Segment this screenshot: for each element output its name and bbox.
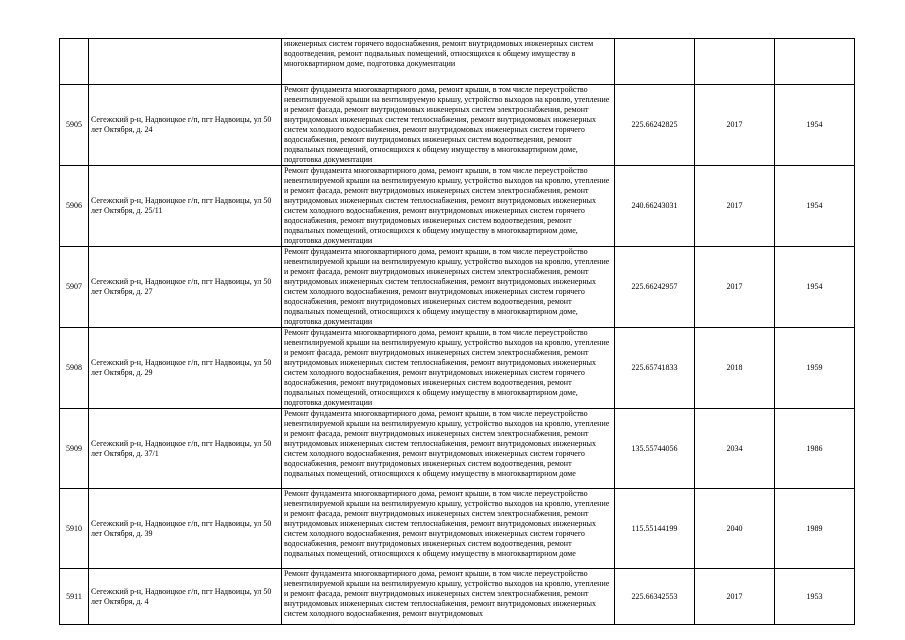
row-planned-year: 2034	[695, 409, 775, 489]
row-planned-year: 2040	[695, 489, 775, 569]
row-work-description: Ремонт фундамента многоквартирного дома, ремонт крыши, в том числе переустройство невентилируемой крыши на вентилируемую крышу, устройство выходов на кровлю, утепление и ремонт фасада, ремонт внутридомовых инженерных систем электроснабжения, ремонт внутридомовых инженерных систем теплоснабжения, ремонт внутридомовых инженерных систем холодного водоснабжения, ремонт внутридомовых инженерных систем горячего водоснабжения, ремонт внутридомовых инженерных систем водоотведения, ремонт подвальных помещений, относящихся к общему имуществу в многоквартирном доме, подготовка документации	[282, 247, 615, 328]
row-number: 5909	[60, 409, 89, 489]
row-cost	[615, 39, 695, 85]
row-number: 5907	[60, 247, 89, 328]
row-address: Сегежский р-н, Надвоицкое г/п, пгт Надвоицы, ул 50 лет Октября, д. 39	[89, 489, 282, 569]
row-cost: 225.66242957	[615, 247, 695, 328]
row-built-year	[775, 39, 855, 85]
row-work-description: Ремонт фундамента многоквартирного дома, ремонт крыши, в том числе переустройство невентилируемой крыши на вентилируемую крышу, устройство выходов на кровлю, утепление и ремонт фасада, ремонт внутридомовых инженерных систем электроснабжения, ремонт внутридомовых инженерных систем теплоснабжения, ремонт внутридомовых инженерных систем холодного водоснабжения, ремонт внутридомовых инженерных систем горячего водоснабжения, ремонт внутридомовых инженерных систем водоотведения, ремонт подвальных помещений, относящихся к общему имуществу в многоквартирном доме, подготовка документации	[282, 166, 615, 247]
row-number: 5911	[60, 569, 89, 625]
table-row	[60, 166, 855, 247]
row-work-description: Ремонт фундамента многоквартирного дома, ремонт крыши, в том числе переустройство невентилируемой крыши на вентилируемую крышу, устройство выходов на кровлю, утепление и ремонт фасада, ремонт внутридомовых инженерных систем электроснабжения, ремонт внутридомовых инженерных систем теплоснабжения, ремонт внутридомовых инженерных систем холодного водоснабжения, ремонт внутридомовых инженерных систем горячего водоснабжения, ремонт внутридомовых инженерных систем водоотведения, ремонт подвальных помещений, относящихся к общему имуществу в многоквартирном доме	[282, 409, 615, 489]
row-planned-year: 2017	[695, 166, 775, 247]
table-row	[60, 328, 855, 409]
row-work-description: Ремонт фундамента многоквартирного дома, ремонт крыши, в том числе переустройство невентилируемой крыши на вентилируемую крышу, устройство выходов на кровлю, утепление и ремонт фасада, ремонт внутридомовых инженерных систем электроснабжения, ремонт внутридомовых инженерных систем теплоснабжения, ремонт внутридомовых инженерных систем холодного водоснабжения, ремонт внутридомовых	[282, 569, 615, 625]
row-cost: 135.55744056	[615, 409, 695, 489]
table-row	[60, 489, 855, 569]
row-work-description: инженерных систем горячего водоснабжения, ремонт внутридомовых инженерных систем водоотведения, ремонт подвальных помещений, относящихся к общему имуществу в многоквартирном доме, подготовка документации	[282, 39, 615, 85]
row-number: 5908	[60, 328, 89, 409]
row-built-year: 1954	[775, 247, 855, 328]
row-number: 5910	[60, 489, 89, 569]
row-cost: 225.66242825	[615, 85, 695, 166]
row-built-year: 1954	[775, 166, 855, 247]
table-row	[60, 85, 855, 166]
row-work-description: Ремонт фундамента многоквартирного дома, ремонт крыши, в том числе переустройство невентилируемой крыши на вентилируемую крышу, устройство выходов на кровлю, утепление и ремонт фасада, ремонт внутридомовых инженерных систем электроснабжения, ремонт внутридомовых инженерных систем теплоснабжения, ремонт внутридомовых инженерных систем холодного водоснабжения, ремонт внутридомовых инженерных систем горячего водоснабжения, ремонт внутридомовых инженерных систем водоотведения, ремонт подвальных помещений, относящихся к общему имуществу в многоквартирном доме	[282, 489, 615, 569]
row-address: Сегежский р-н, Надвоицкое г/п, пгт Надвоицы, ул 50 лет Октября, д. 37/1	[89, 409, 282, 489]
row-address	[89, 39, 282, 85]
table-row	[60, 409, 855, 489]
row-planned-year: 2018	[695, 328, 775, 409]
row-built-year: 1954	[775, 85, 855, 166]
row-cost: 225.65741833	[615, 328, 695, 409]
row-number: 5905	[60, 85, 89, 166]
row-built-year: 1959	[775, 328, 855, 409]
row-planned-year: 2017	[695, 85, 775, 166]
row-built-year: 1953	[775, 569, 855, 625]
row-address: Сегежский р-н, Надвоицкое г/п, пгт Надвоицы, ул 50 лет Октября, д. 27	[89, 247, 282, 328]
table-row	[60, 569, 855, 625]
row-planned-year: 2017	[695, 247, 775, 328]
row-cost: 115.55144199	[615, 489, 695, 569]
row-address: Сегежский р-н, Надвоицкое г/п, пгт Надвоицы, ул 50 лет Октября, д. 24	[89, 85, 282, 166]
document-table	[59, 38, 855, 625]
row-number: 5906	[60, 166, 89, 247]
table-row	[60, 39, 855, 85]
row-address: Сегежский р-н, Надвоицкое г/п, пгт Надвоицы, ул 50 лет Октября, д. 25/11	[89, 166, 282, 247]
row-cost: 225.66342553	[615, 569, 695, 625]
row-planned-year: 2017	[695, 569, 775, 625]
row-address: Сегежский р-н, Надвоицкое г/п, пгт Надвоицы, ул 50 лет Октября, д. 29	[89, 328, 282, 409]
table-row	[60, 247, 855, 328]
row-cost: 240.66243031	[615, 166, 695, 247]
row-built-year: 1986	[775, 409, 855, 489]
row-number	[60, 39, 89, 85]
row-work-description: Ремонт фундамента многоквартирного дома, ремонт крыши, в том числе переустройство невентилируемой крыши на вентилируемую крышу, устройство выходов на кровлю, утепление и ремонт фасада, ремонт внутридомовых инженерных систем электроснабжения, ремонт внутридомовых инженерных систем теплоснабжения, ремонт внутридомовых инженерных систем холодного водоснабжения, ремонт внутридомовых инженерных систем горячего водоснабжения, ремонт внутридомовых инженерных систем водоотведения, ремонт подвальных помещений, относящихся к общему имуществу в многоквартирном доме, подготовка документации	[282, 328, 615, 409]
row-address: Сегежский р-н, Надвоицкое г/п, пгт Надвоицы, ул 50 лет Октября, д. 4	[89, 569, 282, 625]
row-built-year: 1989	[775, 489, 855, 569]
row-planned-year	[695, 39, 775, 85]
row-work-description: Ремонт фундамента многоквартирного дома, ремонт крыши, в том числе переустройство невентилируемой крыши на вентилируемую крышу, устройство выходов на кровлю, утепление и ремонт фасада, ремонт внутридомовых инженерных систем электроснабжения, ремонт внутридомовых инженерных систем теплоснабжения, ремонт внутридомовых инженерных систем холодного водоснабжения, ремонт внутридомовых инженерных систем горячего водоснабжения, ремонт внутридомовых инженерных систем водоотведения, ремонт подвальных помещений, относящихся к общему имуществу в многоквартирном доме, подготовка документации	[282, 85, 615, 166]
